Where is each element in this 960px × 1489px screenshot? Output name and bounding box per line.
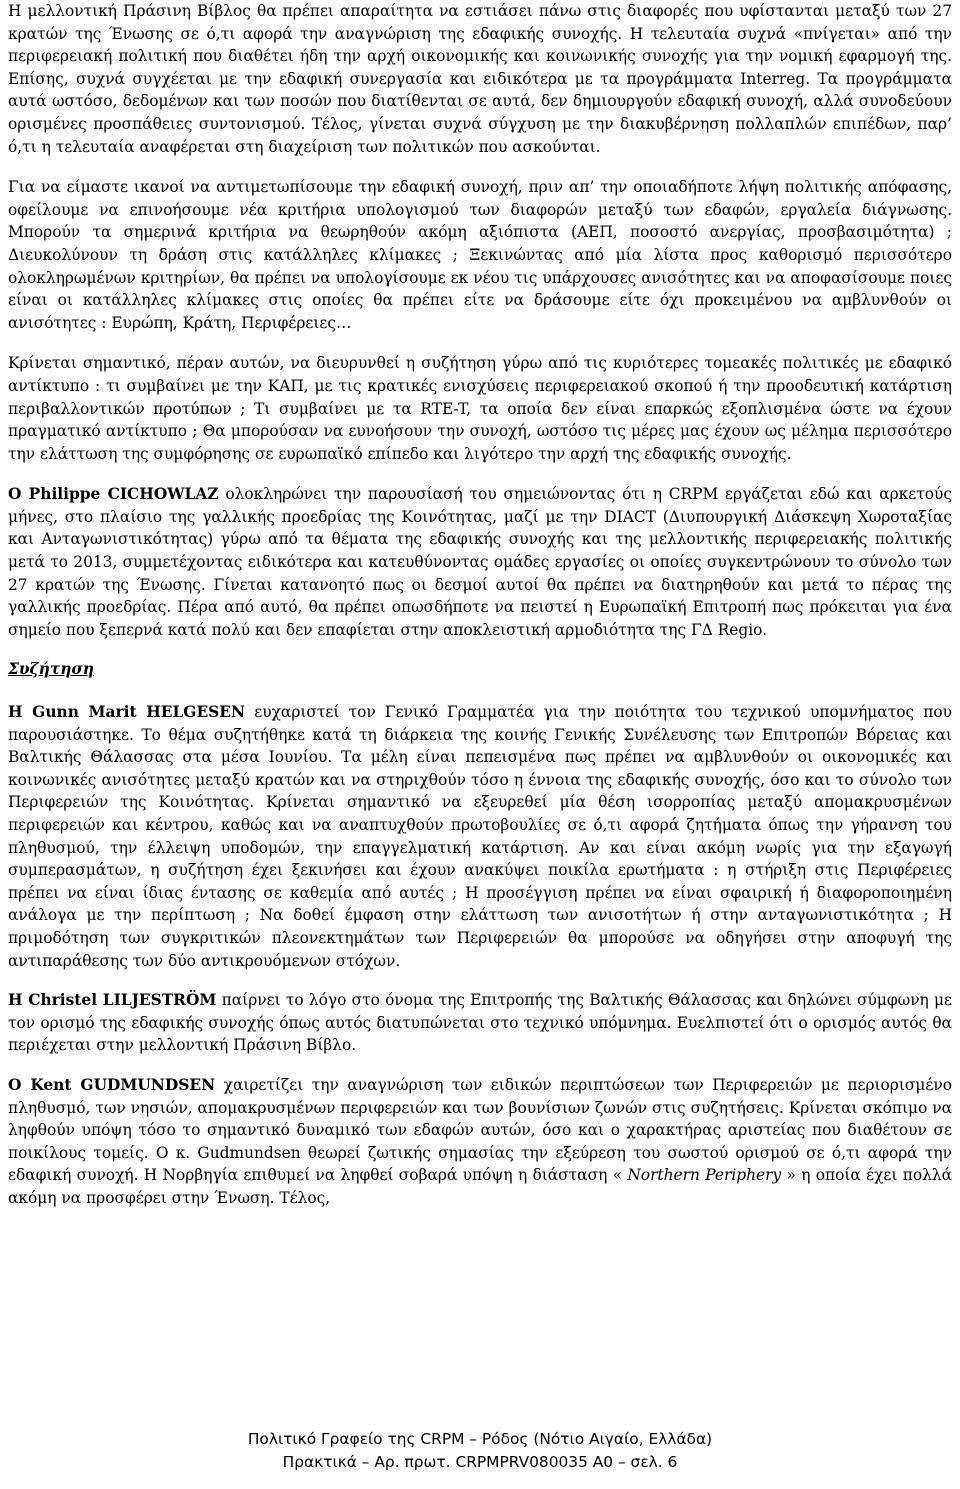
italic-term: Northern Periphery xyxy=(622,1166,787,1185)
footer-reference-line: Πρακτικά – Αρ. πρωτ. CRPMPRV080035 A0 – σελ. 6 xyxy=(282,1453,678,1471)
speaker-name: Ο Philippe CICHOWLAZ xyxy=(8,485,219,504)
document-body xyxy=(8,0,952,1227)
paragraph-text: ολοκληρώνει την παρουσίασή του σημειώνοντας ότι η CRPM εργάζεται εδώ και αρκετούς μήνες, στο πλαίσιο της γαλλικής προεδρίας της Κοινότητας, μαζί με την DIACT (Διυπουργική Διάσκεψη Χωροταξίας και Ανταγωνιστικότητας) γύρω από τα θέματα της εδαφικής συνοχής και της μελλοντικής περιφερειακής πολιτικής μετά το 2013, συμμετέχοντας ειδικότερα και κατευθύνοντας ομάδες εργασίες οι οποίες συγκεντρώνουν το σύνολο των 27 κρατών της Ένωσης. Γίνεται κατανοητό πως οι δεσμοί αυτοί θα πρέπει να διατηρηθούν και μετά το πέρας της γαλλικής προεδρίας. Πέρα από αυτό, θα πρέπει οπωσδήποτε να πειστεί η Ευρωπαϊκή Επιτροπή πως πρόκειται για ένα σημείο που ξεπερνά κατά πολύ και δεν επαφίεται στην αποκλειστική αρμοδιότητα της ΓΔ Regio. xyxy=(8,485,952,639)
paragraph-gudmundsen xyxy=(8,1074,952,1210)
paragraph-helgesen xyxy=(8,701,952,972)
paragraph-criteria: Για να είμαστε ικανοί να αντιμετωπίσουμε την εδαφική συνοχή, πριν απ’ την οποιαδήποτε λήψη πολιτικής απόφασης, οφείλουμε να επινοήσουμε νέα κριτήρια υπολογισμού των διαφορών μεταξύ των εδαφών, εργαλεία διάγνωσης. Μπορούν τα σημερινά κριτήρια να θεωρηθούν ακόμη αξιόπιστα (ΑΕΠ, ποσοστό ανεργίας, προσβασιμότητα) ; Διευκολύνουν τη δράση στις κατάλληλες κλίμακες ; Ξεκινώντας από μία λίστα προς καθορισμό περισσότερο ολοκληρωμένων κριτηρίων, θα πρέπει να υπολογίσουμε εκ νέου τις υπάρχουσες ανισότητες και να αποφασίσουμε ποιες είναι οι κατάλληλες κλίμακες στις οποίες θα πρέπει είτε να δράσουμε είτε όχι προκειμένου να αμβλυνθούν οι ανισότητες : Ευρώπη, Κράτη, Περιφέρειες… xyxy=(8,178,952,332)
paragraph-liljestrom xyxy=(8,989,952,1057)
speaker-name: Η Christel LILJESTRÖM xyxy=(8,991,217,1010)
speaker-name: Η Gunn Marit HELGESEN xyxy=(8,703,246,722)
page-footer xyxy=(0,1428,960,1474)
paragraph-green-paper: Η μελλοντική Πράσινη Βίβλος θα πρέπει απαραίτητα να εστιάσει πάνω στις διαφορές που υφίστανται μεταξύ των 27 κρατών της Ένωσης σε ό,τι αφορά την αναγνώριση της εδαφικής συνοχής. Η τελευταία συχνά «πνίγεται» από την περιφερειακή πολιτική που διαθέτει ήδη την αρχή οικονομικής και κοινωνικής συνοχής για την νομική εφαρμογή της. Επίσης, συχνά συγχέεται με την εδαφική συνεργασία και ειδικότερα με τα προγράμματα Interreg. Τα προγράμματα αυτά ωστόσο, δεδομένων και των ποσών που διατίθενται σε αυτά, δεν δημιουργούν εδαφική συνοχή, αλλά συνοδεύουν ορισμένες προσπάθειες συντονισμού. Τέλος, γίνεται συχνά σύγχυση με την διακυβέρνηση πολλαπλών επιπέδων, παρ’ ό,τι η τελευταία αναφέρεται στη διαχείριση των πολιτικών που ασκούνται. xyxy=(8,2,952,156)
speaker-name: Ο Kent GUDMUNDSEN xyxy=(8,1075,216,1094)
paragraph-cichowlaz xyxy=(8,483,952,641)
paragraph-sectoral-policies: Κρίνεται σημαντικό, πέραν αυτών, να διευρυνθεί η συζήτηση γύρω από τις κυριότερες τομεακές πολιτικές με εδαφικό αντίκτυπο : τι συμβαίνει με την ΚΑΠ, με τις κρατικές ενισχύσεις περιφερειακού σκοπού ή την προοδευτική κατάρτιση περιβαλλοντικών προτύπων ; Τι συμβαίνει με τα RTE-T, τα οποία δεν είναι επαρκώς εξοπλισμένα ώστε να έχουν πραγματικό αντίκτυπο ; Θα μπορούσαν να ευνοήσουν την συνοχή, ωστόσο τις μέρες μας έχουν ως μέλημα περισσότερο την ελάττωση της συμφόρησης σε ευρωπαϊκό επίπεδο και λιγότερο την αρχή της εδαφικής συνοχής. xyxy=(8,354,952,463)
paragraph-text: ευχαριστεί τον Γενικό Γραμματέα για την ποιότητα του τεχνικού υπομνήματος που παρουσιάστηκε. Το θέμα συζητήθηκε κατά τη διάρκεια της κοινής Γενικής Συνέλευσης των Επιτροπών Βόρειας και Βαλτικής Θάλασσας στα μέσα Ιουνίου. Τα μέλη είναι πεπεισμένα πως πρέπει να αμβλυνθούν οι οικονομικές και κοινωνικές ανισότητες μεταξύ κρατών και να στηριχθούν τόσο η έννοια της εδαφικής συνοχής, όσο και το σύνολο των Περιφερειών της Κοινότητας. Κρίνεται σημαντικό να εξευρεθεί μία θέση ισορροπίας μεταξύ απομακρυσμένων περιφερειών και κέντρου, καθώς και να αναπτυχθούν πρωτοβουλίες σε ό,τι αφορά ζητήματα όπως την γήρανση του πληθυσμού, την έλλειψη υποδομών, την επαγγελματική κατάρτιση. Αν και είναι ακόμη νωρίς για την εξαγωγή συμπερασμάτων, η συζήτηση έχει ξεκινήσει και έχουν ανακύψει ποικίλα ερωτήματα : η στήριξη στις Περιφέρειες πρέπει να είναι ίδιας έντασης σε καθεμία από αυτές ; Η προσέγγιση πρέπει να είναι σφαιρική ή διαφοροποιημένη ανάλογα με την περίπτωση ; Να δοθεί έμφαση στην ελάττωση των ανισοτήτων ή στην ανταγωνιστικότητα ; Η πριμοδότηση των συγκριτικών πλεονεκτημάτων των Περιφερειών θα μπορούσε να οδηγήσει στην αποφυγή της αντιπαράθεσης των δύο αντικρουόμενων στόχων. xyxy=(8,703,952,970)
paragraph-text-end: » η οποία έχει πολλά ακόμη να προσφέρει στην Ένωση. Τέλος, xyxy=(8,1166,952,1207)
paragraph-text: παίρνει το λόγο στο όνομα της Επιτροπής της Βαλτικής Θάλασσας και δηλώνει σύμφωνη με τον ορισμό της εδαφικής συνοχής όπως αυτός διατυπώνεται στο τεχνικό υπόμνημα. Ευελπιστεί ότι ο ορισμός αυτός θα περιέχεται στην μελλοντική Πράσινη Βίβλο. xyxy=(8,991,952,1055)
section-heading-discussion: Συζήτηση xyxy=(8,660,94,679)
footer-office-line: Πολιτικό Γραφείο της CRPM – Ρόδος (Νότιο Αιγαίο, Ελλάδα) xyxy=(247,1430,713,1448)
paragraph-text: χαιρετίζει την αναγνώριση των ειδικών περιπτώσεων των Περιφερειών με περιορισμένο πληθυσμό, των νησιών, απομακρυσμένων περιφερειών και των βουνίσιων ζωνών στις συζητήσεις. Κρίνεται σκόπιμο να ληφθούν υπόψη τόσο το σημαντικό δυναμικό των εδαφών αυτών, όσο και ο χαρακτήρας αριστείας που διαθέτουν σε ποικίλους τομείς. Ο κ. Gudmundsen θεωρεί ζωτικής σημασίας την εξεύρεση του σωστού ορισμού σε ό,τι αφορά την εδαφική συνοχή. Η Νορβηγία επιθυμεί να ληφθεί σοβαρά υπόψη η διάσταση « xyxy=(8,1075,952,1185)
